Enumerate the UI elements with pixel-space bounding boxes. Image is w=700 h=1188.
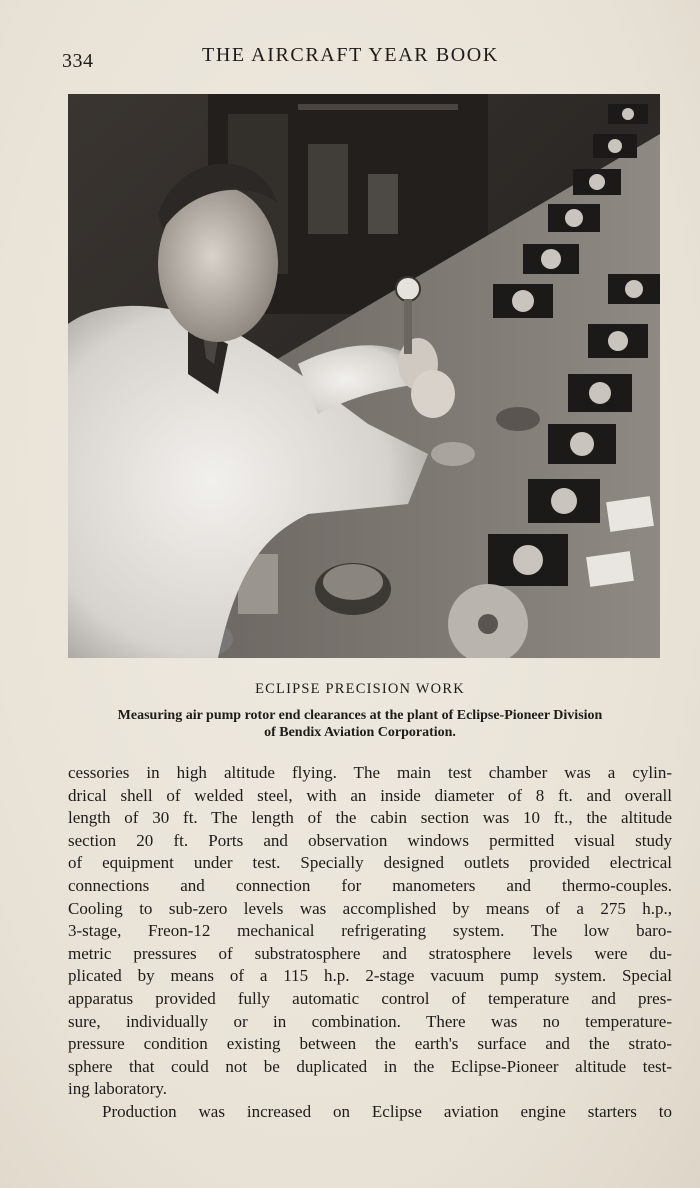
text-line: length of 30 ft. The length of the cabin section was 10 ft., the altitude: [68, 808, 672, 828]
text-line: apparatus provided fully automatic control of temperature and pres-: [68, 988, 672, 1008]
page-number: 334: [62, 50, 94, 72]
running-head: [62, 44, 658, 74]
text-line: 3-stage, Freon-12 mechanical refrigerating system. The low baro-: [68, 921, 672, 941]
factory-photograph: [68, 94, 660, 658]
text-line: ing laboratory.: [68, 1079, 167, 1099]
text-line: sphere that could not be duplicated in the Eclipse-Pioneer altitude test-: [68, 1056, 672, 1076]
figure-caption-title: ECLIPSE PRECISION WORK: [255, 681, 465, 697]
text-line: of equipment under test. Specially designed outlets provided electrical: [68, 853, 672, 873]
photo-image: [68, 94, 660, 658]
text-line: cessories in high altitude flying. The main test chamber was a cylin-: [68, 763, 672, 782]
text-line: drical shell of welded steel, with an inside diameter of 8 ft. and overall: [68, 785, 672, 805]
text-line: plicated by means of a 115 h.p. 2-stage vacuum pump system. Special: [68, 966, 672, 986]
caption-line: Measuring air pump rotor end clearances at the plant of Eclipse-Pioneer Division: [117, 708, 603, 723]
caption-line: of Bendix Aviation Corporation.: [264, 725, 456, 740]
running-title: THE AIRCRAFT YEAR BOOK: [202, 44, 499, 66]
text-line: pressure condition existing between the earth's surface and the strato-: [68, 1034, 672, 1054]
text-line: Production was increased on Eclipse aviation engine starters to: [102, 1101, 672, 1121]
text-line: sure, individually or in combination. There was no temperature-: [68, 1011, 672, 1031]
text-line: metric pressures of substratosphere and stratosphere levels were du-: [68, 943, 672, 963]
body-text: [68, 762, 672, 1124]
text-line: section 20 ft. Ports and observation windows permitted visual study: [68, 830, 672, 850]
text-line: connections and connection for manometers and thermo-couples.: [68, 875, 672, 895]
text-line: Cooling to sub-zero levels was accomplished by means of a 275 h.p.,: [68, 898, 672, 918]
figure-caption: [62, 707, 658, 741]
